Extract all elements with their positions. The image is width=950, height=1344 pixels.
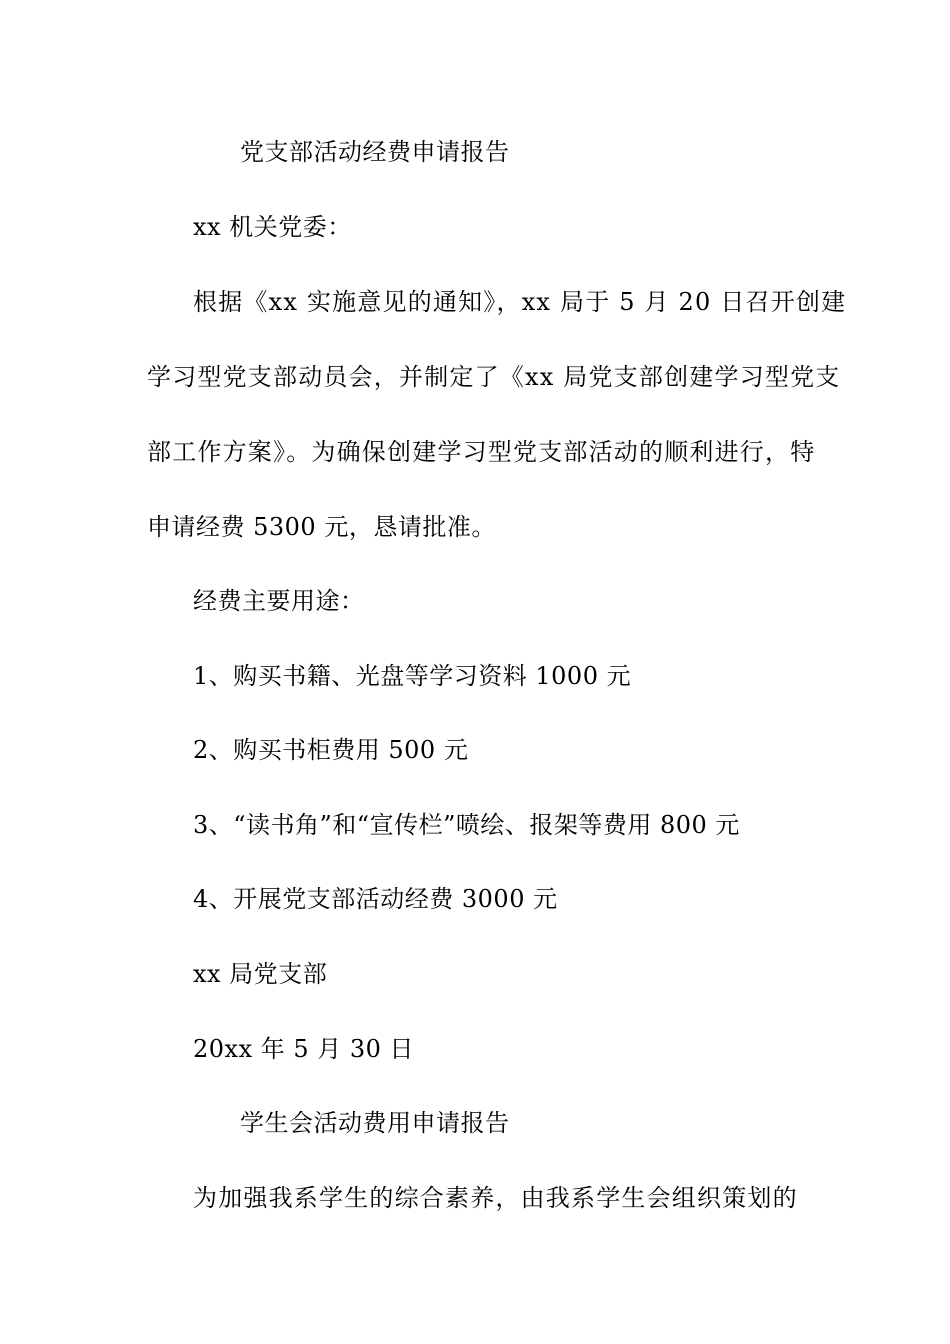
use-item: 3、“读书角”和“宣传栏”喷绘、报架等费用 800 元: [193, 811, 740, 839]
use-item: 1、购买书籍、光盘等学习资料 1000 元: [193, 662, 632, 690]
paragraph-line: 根据《xx 实施意见的通知》，xx 局于 5 月 20 日召开创建: [193, 288, 847, 316]
paragraph-line: 部工作方案》。为确保创建学习型党支部活动的顺利进行，特: [147, 438, 816, 466]
date: 20xx 年 5 月 30 日: [193, 1035, 415, 1063]
paragraph-line: 学习型党支部动员会，并制定了《xx 局党支部创建学习型党支: [147, 363, 841, 391]
use-item: 2、购买书柜费用 500 元: [193, 736, 469, 764]
signature: xx 局党支部: [193, 960, 328, 988]
second-report-title: 学生会活动费用申请报告: [240, 1109, 510, 1137]
report-title: 党支部活动经费申请报告: [240, 138, 510, 166]
paragraph-line: 申请经费 5300 元，恳请批准。: [147, 513, 496, 541]
salutation: xx 机关党委：: [193, 213, 352, 241]
use-item: 4、开展党支部活动经费 3000 元: [193, 885, 558, 913]
paragraph-line: 为加强我系学生的综合素养，由我系学生会组织策划的: [193, 1184, 798, 1212]
uses-heading: 经费主要用途：: [193, 587, 365, 615]
